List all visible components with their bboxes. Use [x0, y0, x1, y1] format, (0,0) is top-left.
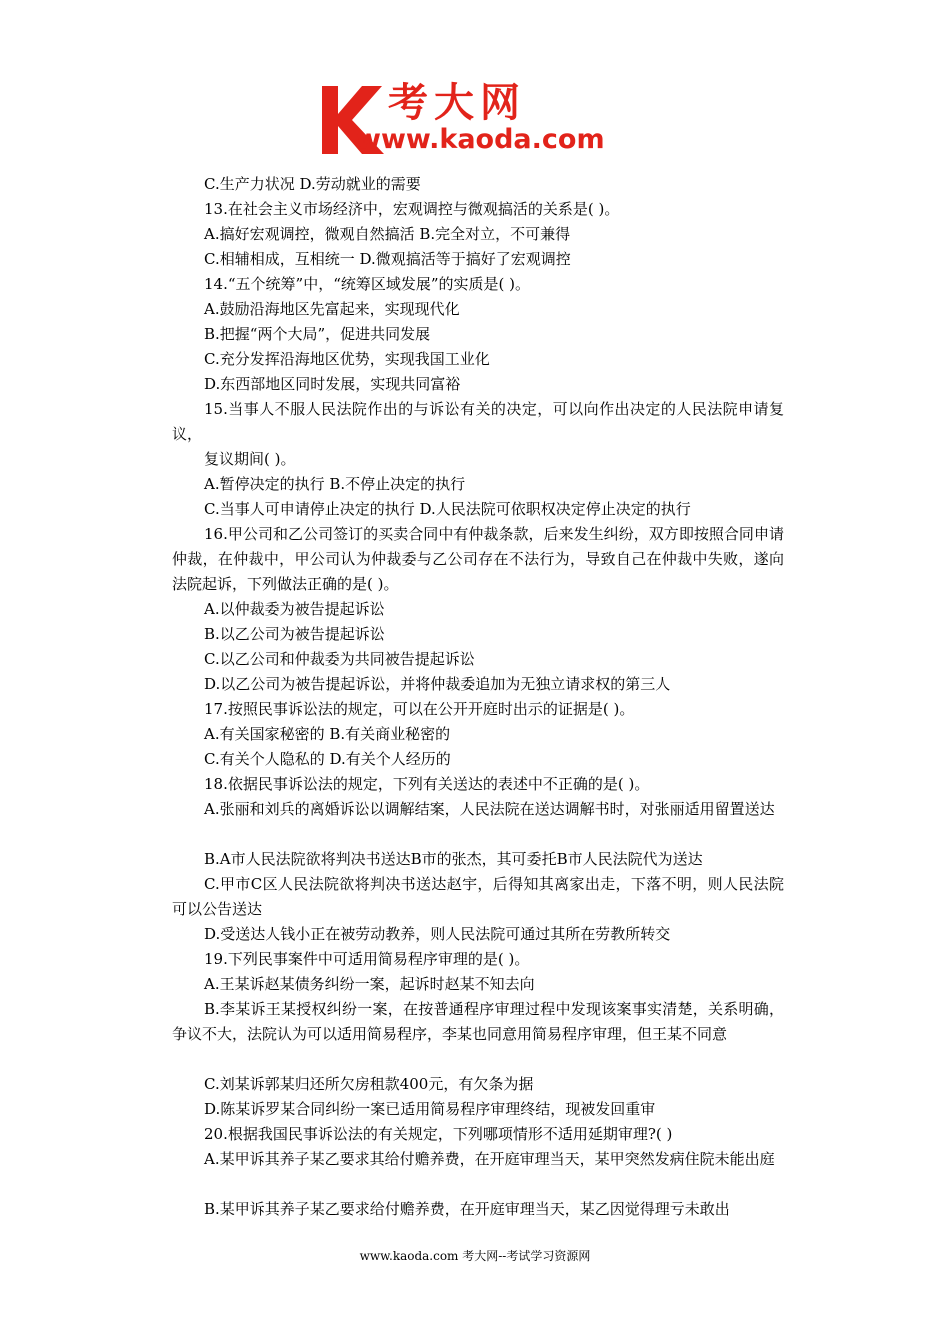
text-line: D.以乙公司为被告提起诉讼，并将仲裁委追加为无独立请求权的第三人 — [204, 675, 671, 693]
text-line: 19.下列民事案件中可适用简易程序审理的是( )。 — [204, 950, 530, 968]
text-line: B.李某诉王某授权纠纷一案，在按普通程序审理过程中发现该案事实清楚，关系明确，争议不大，法院认为可以适用简易程序，李某也同意用简易程序审理，但王某不同意 — [172, 1000, 784, 1043]
text-line: A.鼓励沿海地区先富起来，实现现代化 — [204, 300, 460, 318]
text-line: B.某甲诉其养子某乙要求给付赡养费，在开庭审理当天，某乙因觉得理亏未敢出 — [204, 1200, 730, 1218]
text-line: C.刘某诉郭某归还所欠房租款400元，有欠条为据 — [204, 1075, 534, 1093]
text-line: D.受送达人钱小正在被劳动教养，则人民法院可通过其所在劳教所转交 — [204, 925, 671, 943]
text-line: C.生产力状况 D.劳动就业的需要 — [204, 175, 421, 193]
site-logo — [318, 80, 638, 158]
text-line: A.以仲裁委为被告提起诉讼 — [204, 600, 385, 618]
text-line: A.张丽和刘兵的离婚诉讼以调解结案，人民法院在送达调解书时，对张丽适用留置送达 — [204, 800, 775, 818]
logo-brand-text: 考大网 — [388, 80, 526, 126]
text-line: A.搞好宏观调控，微观自然搞活 B.完全对立，不可兼得 — [204, 225, 571, 243]
text-line: 17.按照民事诉讼法的规定，可以在公开开庭时出示的证据是( )。 — [204, 700, 635, 718]
text-line: A.某甲诉其养子某乙要求其给付赡养费，在开庭审理当天，某甲突然发病住院未能出庭 — [204, 1150, 775, 1168]
text-line: C.以乙公司和仲裁委为共同被告提起诉讼 — [204, 650, 475, 668]
text-line: 14.“五个统筹”中，“统筹区域发展”的实质是( )。 — [204, 275, 531, 293]
text-line: A.有关国家秘密的 B.有关商业秘密的 — [204, 725, 451, 743]
text-line: 18.依据民事诉讼法的规定，下列有关送达的表述中不正确的是( )。 — [204, 775, 650, 793]
document-body — [172, 172, 784, 1222]
text-line: D.东西部地区同时发展，实现共同富裕 — [204, 375, 461, 393]
text-line: C.当事人可申请停止决定的执行 D.人民法院可依职权决定停止决定的执行 — [204, 500, 691, 518]
text-line: B.以乙公司为被告提起诉讼 — [204, 625, 385, 643]
text-line: C.充分发挥沿海地区优势，实现我国工业化 — [204, 350, 490, 368]
text-line: 15.当事人不服人民法院作出的与诉讼有关的决定，可以向作出决定的人民法院申请复议， — [172, 400, 784, 443]
text-line: B.A市人民法院欲将判决书送达B市的张杰，其可委托B市人民法院代为送达 — [204, 850, 703, 868]
text-line: 复议期间( )。 — [204, 450, 296, 468]
text-line: C.相辅相成，互相统一 D.微观搞活等于搞好了宏观调控 — [204, 250, 571, 268]
text-line: C.甲市C区人民法院欲将判决书送达赵宇，后得知其离家出走，下落不明，则人民法院可以公告送达 — [172, 875, 784, 918]
text-line: A.王某诉赵某债务纠纷一案，起诉时赵某不知去向 — [204, 975, 535, 993]
text-line: C.有关个人隐私的 D.有关个人经历的 — [204, 750, 451, 768]
text-line: B.把握“两个大局”，促进共同发展 — [204, 325, 431, 343]
text-line: 20.根据我国民事诉讼法的有关规定，下列哪项情形不适用延期审理?( ) — [204, 1125, 673, 1143]
logo-url-text: www.kaoda.com — [356, 124, 605, 155]
text-line: A.暂停决定的执行 B.不停止决定的执行 — [204, 475, 466, 493]
text-line: 16.甲公司和乙公司签订的买卖合同中有仲裁条款，后来发生纠纷，双方即按照合同申请仲裁，在仲裁中，甲公司认为仲裁委与乙公司存在不法行为，导致自己在仲裁中失败，遂向法院起诉，下列做法正确的是( )。 — [172, 525, 784, 593]
page-footer: www.kaoda.com 考大网--考试学习资源网 — [359, 1249, 591, 1263]
text-line: D.陈某诉罗某合同纠纷一案已适用简易程序审理终结，现被发回重审 — [204, 1100, 656, 1118]
text-line: 13.在社会主义市场经济中，宏观调控与微观搞活的关系是( )。 — [204, 200, 620, 218]
